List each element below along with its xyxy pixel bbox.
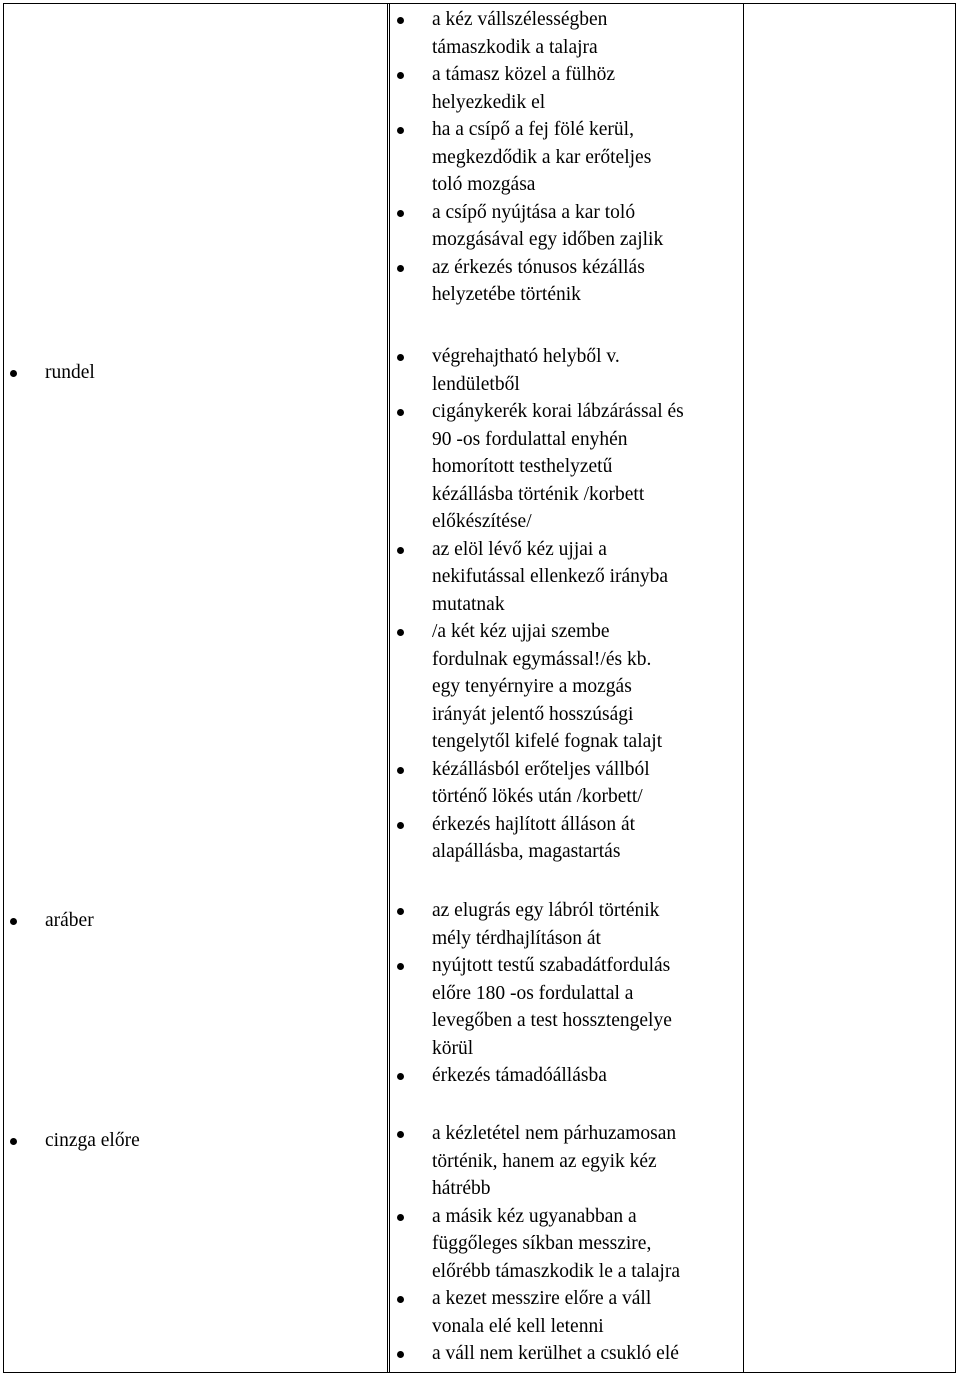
list-item: a kézletétel nem párhuzamosan történik, hanem az egyik kéz hátrébb: [387, 1120, 680, 1203]
list-item: a kezet messzire előre a váll vonala elé kell letenni: [387, 1285, 680, 1340]
table-border-bottom: [3, 1372, 956, 1373]
list-item: az elugrás egy lábról történik mély térdhajlításon át: [387, 897, 672, 952]
description-list-araber: [387, 897, 672, 1090]
list-item: nyújtott testű szabadátfordulás előre 180 -os fordulattal a levegőben a test hossztengelye körül: [387, 952, 672, 1062]
description-list-cinzga: [387, 1120, 680, 1368]
bullet-icon: [397, 1073, 404, 1080]
list-item: a másik kéz ugyanabban a függőleges síkban messzire, előrébb támaszkodik le a talajra: [387, 1203, 680, 1286]
bullet-icon: [10, 918, 17, 925]
bullet-icon: [397, 210, 404, 217]
bullet-icon: [397, 265, 404, 272]
table-border-top: [3, 3, 956, 4]
row-name-cinzga: cinzga előre: [0, 1127, 140, 1155]
bullet-icon: [10, 1138, 17, 1145]
list-item: kézállásból erőteljes vállból történő lökés után /korbett/: [387, 756, 684, 811]
bullet-icon: [397, 629, 404, 636]
list-item: a kéz vállszélességben támaszkodik a talajra: [387, 6, 663, 61]
bullet-icon: [397, 1351, 404, 1358]
bullet-icon: [397, 1131, 404, 1138]
list-item: a csípő nyújtása a kar toló mozgásával egy időben zajlik: [387, 199, 663, 254]
bullet-icon: [397, 354, 404, 361]
description-list-continued: [387, 6, 663, 309]
list-item: a támasz közel a fülhöz helyezkedik el: [387, 61, 663, 116]
bullet-icon: [397, 1214, 404, 1221]
bullet-icon: [397, 767, 404, 774]
row-name-rundel: rundel: [0, 359, 95, 387]
bullet-icon: [397, 822, 404, 829]
bullet-icon: [397, 1296, 404, 1303]
list-item: érkezés támadóállásba: [387, 1062, 672, 1090]
list-item: a váll nem kerülhet a csukló elé: [387, 1340, 680, 1368]
column-divider-3: [743, 3, 744, 1373]
list-item: az érkezés tónusos kézállás helyzetébe történik: [387, 254, 663, 309]
bullet-icon: [397, 409, 404, 416]
bullet-icon: [397, 963, 404, 970]
bullet-icon: [397, 127, 404, 134]
bullet-icon: [397, 17, 404, 24]
description-list-rundel: [387, 343, 684, 866]
bullet-icon: [397, 547, 404, 554]
table-border-right: [955, 3, 956, 1373]
bullet-icon: [397, 72, 404, 79]
list-item: cigánykerék korai lábzárással és 90 -os fordulattal enyhén homorított testhelyzetű kézállásba történik /korbett előkészítése/: [387, 398, 684, 536]
row-name-araber: aráber: [0, 907, 94, 935]
list-item: az elöl lévő kéz ujjai a nekifutással ellenkező irányba mutatnak: [387, 536, 684, 619]
list-item: végrehajtható helyből v. lendületből: [387, 343, 684, 398]
table-border-left: [3, 3, 4, 1373]
bullet-icon: [10, 370, 17, 377]
list-item: ha a csípő a fej fölé kerül, megkezdődik a kar erőteljes toló mozgása: [387, 116, 663, 199]
list-item: /a két kéz ujjai szembe fordulnak egymással!/és kb. egy tenyérnyire a mozgás irányát jelentő hosszúsági tengelytől kifelé fognak talajt: [387, 618, 684, 756]
list-item: érkezés hajlított álláson át alapállásba, magastartás: [387, 811, 684, 866]
bullet-icon: [397, 908, 404, 915]
